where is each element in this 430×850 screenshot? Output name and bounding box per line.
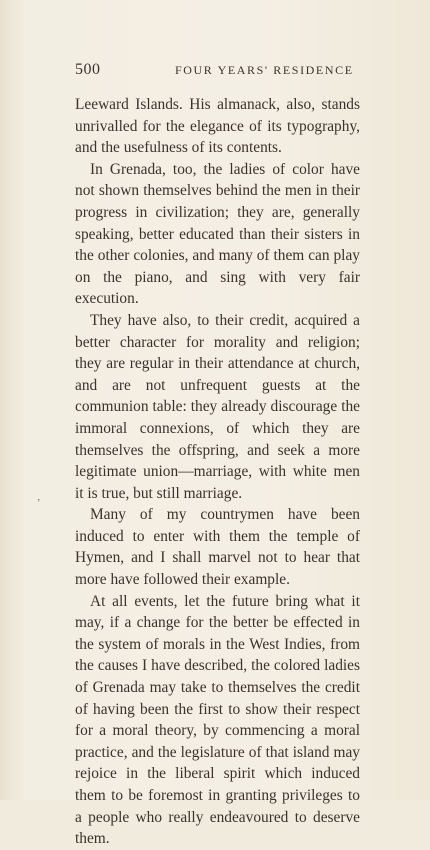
page-number: 500 (75, 61, 101, 78)
paragraph: Many of my countrymen have been induced to enter with them the temple of Hymen, and I shall marvel not to hear that more have followed their example. (75, 506, 360, 589)
paragraph: In Grenada, too, the ladies of color have not shown themselves behind the men in their progress in civilization; they are, generally speaking, better educated than their sisters in the other colonies, and many of them can play on the piano, and sing with very fair execution. (75, 160, 360, 308)
body-text (75, 94, 360, 850)
paragraph: They have also, to their credit, acquired a better character for morality and religion; they are regular in their attendance at church, and are not unfrequent guests at the communion table: they already discourage the immoral connexions, of which they are themselves the offspring, and seek a more legitimate union—marriage, with white men it is true, but still marriage. (75, 311, 360, 502)
running-head: FOUR YEARS' RESIDENCE (175, 63, 354, 77)
margin-mark: ʼ (37, 498, 41, 509)
paragraph: Leeward Islands. His almanack, also, stands unrivalled for the elegance of its typography, and the usefulness of its contents. (75, 96, 360, 157)
page-header (75, 61, 360, 81)
paragraph: At all events, let the future bring what it may, if a change for the better be effected in the system of morals in the West Indies, from the causes I have described, the colored ladies of Grenada may take to themselves the credit of having been the first to show their respect for a moral theory, by commencing a moral practice, and the legislature of that island may rejoice in the liberal spirit which induced them to be foremost in granting privileges to a people who really endeavoured to deserve them. (75, 592, 360, 848)
